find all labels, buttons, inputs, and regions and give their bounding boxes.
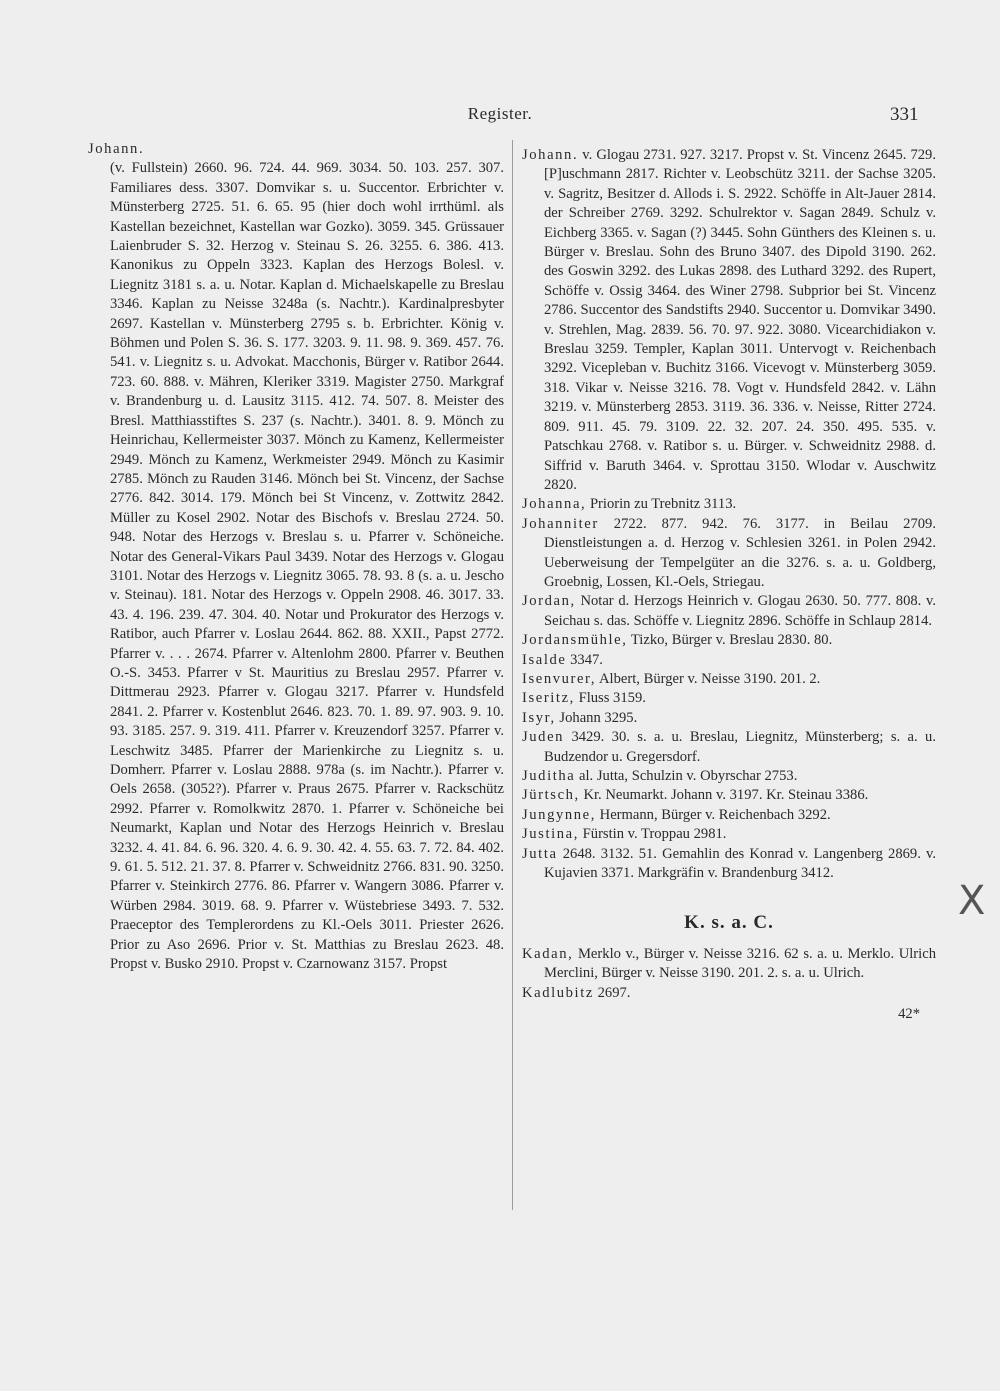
entry-head: Isalde xyxy=(522,651,567,668)
index-entry xyxy=(522,146,936,495)
entry-head: Kadlubitz xyxy=(522,984,594,1001)
entry-text: 2648. 3132. 51. Gemahlin des Konrad v. Langenberg 2869. v. Kujavien 3371. Markgräfin v. Brandenburg 3412. xyxy=(544,845,936,882)
index-entry xyxy=(522,767,936,786)
running-header: Register. xyxy=(467,104,533,123)
page-number: 331 xyxy=(890,104,919,125)
index-entry xyxy=(522,709,936,728)
entry-head: Isenvurer, xyxy=(522,670,597,687)
index-entry xyxy=(522,806,936,825)
entry-head: Jutta xyxy=(522,845,558,862)
entry-head: Juditha xyxy=(522,768,576,784)
entry-head: Kadan, xyxy=(522,945,574,962)
entry-head: Jungynne, xyxy=(522,806,596,823)
entry-text: al. Jutta, Schulzin v. Obyrschar 2753. xyxy=(579,768,798,784)
entry-text: Fluss 3159. xyxy=(578,690,646,707)
entry-head: Juden xyxy=(522,729,565,746)
left-column-heading: Johann. xyxy=(88,141,145,157)
entry-head: Johanniter xyxy=(522,515,599,532)
column-divider xyxy=(512,140,513,1210)
entry-head: Jürtsch, xyxy=(522,787,580,804)
entry-text: Notar d. Herzogs Heinrich v. Glogau 2630. 50. 777. 808. v. Seichau s. das. Schöffe v. Liegnitz 2896. Schöffe in Schlaup 2814. xyxy=(544,593,936,629)
left-column xyxy=(88,140,504,974)
entry-text: Albert, Bürger v. Neisse 3190. 201. 2. xyxy=(599,670,821,687)
entries-j-list xyxy=(522,146,936,883)
entry-text: 2697. xyxy=(597,984,631,1001)
entry-text: Hermann, Bürger v. Reichenbach 3292. xyxy=(599,806,831,823)
entry-text: Tizko, Bürger v. Breslau 2830. 80. xyxy=(630,632,833,649)
index-entry xyxy=(522,845,936,884)
entry-head: Iseritz, xyxy=(522,690,575,707)
signature-mark: 42* xyxy=(898,1006,920,1023)
entry-text: v. Glogau 2731. 927. 3217. Propst v. St. Vincenz 2645. 729. [P]uschmann 2817. Richter v. Leobschütz 3211. der Sachse 3205. v. Sagritz, Besitzer d. Allods i. S. 2922. Schöffe in Alt-Jauer 2814. der Schreiber 2769. 3292. Schulrektor v. Sagan 2849. Schulz v. Eichberg 3365. v. Sagan (?) 3445. Sohn Günthers des Kleinen s. u. Bürger v. Breslau. Sohn des Bruno 3407. des Dipold 3190. 262. des Goswin 3292. des Lukas 2898. des Luthard 3292. des Rupert, Schöffe v. Ossig 3464. des Winer 2798. Subprior bei St. Vincenz 2786. Succentor des Sandstifts 2940. Succentor u. Domvikar 3490. v. Strehlen, Mag. 2839. 56. 70. 97. 922. 3080. Vicearchidiakon v. Breslau 3259. Templer, Kaplan 3011. Untervogt v. Reichenbach 3292. Vicepleban v. Buchitz 3166. Vicevogt v. Münsterberg 3059. 318. Vikar v. Neisse 3216. 78. Vogt v. Hundsfeld 2842. v. Lähn 3219. v. Münsterberg 2853. 3119. 36. 336. v. Neisse, Ritter 2724. 809. 911. 45. 79. 3109. 22. 32. 207. 24. 350. 495. 535. v. Patschkau 2768. v. Ratibor s. u. Bürger. v. Schweidnitz 2988. d. Siffrid v. Baruth 3464. v. Sprottau 3150. Wlodar v. Auschwitz 2820. xyxy=(544,147,936,493)
index-entry xyxy=(522,631,936,650)
index-entry xyxy=(522,825,936,844)
left-column-body: (v. Fullstein) 2660. 96. 724. 44. 969. 3034. 50. 103. 257. 307. Familiares dess. 3307. Domvikar s. u. Succentor. Erbrichter v. Münsterberg 2725. 51. 6. 65. 95 (hier doch wohl irrthüml. als Kastellan bezeichnet, Kastellan war Gozko). 3059. 345. Grüssauer Laienbruder S. 32. Herzog v. Steinau S. 26. 3255. 6. 386. 413. Kanonikus zu Oppeln 3323. Kaplan des Herzogs Bolesl. v. Liegnitz 3181 s. a. u. Notar. Kaplan d. Michaelskapelle zu Breslau 3346. Kaplan zu Neisse 3248a (s. Nachtr.). Kardinalpresbyter 2697. Kastellan v. Münsterberg 2795 s. b. Erbrichter. König v. Böhmen und Polen S. 36. S. 177. 3203. 9. 11. 98. 9. 369. 457. 76. 541. v. Liegnitz s. u. Advokat. Macchonis, Bürger v. Ratibor 2644. 723. 60. 888. v. Mähren, Kleriker 3319. Magister 2750. Markgraf v. Brandenburg u. d. Lausitz 3115. 412. 74. 507. 8. Meister des Bresl. Matthiasstiftes S. 237 (s. Nachtr.). 3401. 8. 9. Mönch zu Heinrichau, Kellermeister 3037. Mönch zu Kamenz, Kellermeister 2949. Mönch zu Kamenz, Werkmeister 2949. Mönch zu Kasimir 2785. Mönch zu Rauden 3146. Mönch bei St. Vincenz, der Sachse 2776. 842. 3014. 179. Mönch bei St Vincenz, v. Zottwitz 2842. Müller zu Kosel 2902. Notar des Bischofs v. Breslau 2724. 50. 948. Notar des Herzogs v. Breslau s. u. Pfarrer v. Schöneiche. Notar des General-Vikars Paul 3439. Notar des Herzogs v. Glogau 3101. Notar des Herzogs v. Liegnitz 3065. 78. 93. 8 (s. a. u. Jescho v. Steinau). 181. Notar des Herzogs v. Oppeln 2908. 46. 3017. 33. 43. 4. 196. 239. 47. 304. 40. Notar und Prokurator des Herzogs v. Ratibor, auch Pfarrer v. Loslau 2644. 862. 88. XXII., Papst 2772. Pfarrer v. . . . 2674. Pfarrer v. Altenlohm 2800. Pfarrer v. Beuthen O.-S. 3453. Pfarrer v St. Mauritius zu Breslau 2957. Pfarrer v. Dittmerau 2923. Pfarrer v. Glogau 3217. Pfarrer v. Hundsfeld 2841. 2. Pfarrer v. Kostenblut 2646. 823. 70. 1. 89. 97. 903. 9. 10. 93. 3185. 257. 9. 319. 411. Pfarrer v. Kreuzendorf 3257. Pfarrer v. Leschwitz 3485. Pfarrer der Marienkirche zu Liegnitz s. u. Domherr. Pfarrer v. Loslau 2888. 978a (s. im Nachtr.). Pfarrer v. Oels 2658. (3052?). Pfarrer v. Praus 2675. Pfarrer v. Rackschütz 2992. Pfarrer v. Romolkwitz 2870. 1. Pfarrer v. Schöneiche bei Neumarkt, Kaplan und Notar des Herzogs Heinrich v. Breslau 3232. 4. 41. 84. 6. 96. 320. 4. 6. 9. 30. 42. 4. 55. 63. 7. 72. 84. 402. 9. 61. 5. 512. 21. 37. 8. Pfarrer v. Schweidnitz 2766. 831. 90. 3250. Pfarrer v. Steinkirch 2776. 86. Pfarrer v. Wangern 3086. Pfarrer v. Würben 2984. 3019. 68. 9. Pfarrer v. Wüstebriese 3493. 7. 532. Praeceptor des Templerordens zu Kl.-Oels 3011. Priester 2626. Prior zu Aso 2696. Prior v. St. Matthias zu Breslau 2623. 48. Propst v. Busko 2910. Propst v. Czarnowanz 3157. Propst xyxy=(110,160,504,973)
index-entry xyxy=(522,515,936,593)
index-entry xyxy=(522,689,936,708)
entry-text: Kr. Neumarkt. Johann v. 3197. Kr. Steinau 3386. xyxy=(583,787,869,804)
entry-head: Jordan, xyxy=(522,593,576,610)
right-column xyxy=(522,146,936,1024)
entry-text: 3429. 30. s. a. u. Breslau, Liegnitz, Münsterberg; s. a. u. Budzendor u. Gregersdorf. xyxy=(544,729,936,765)
left-column-entry-text xyxy=(88,159,504,974)
entry-text: 3347. xyxy=(570,651,603,668)
index-entry xyxy=(522,651,936,670)
section-heading-k: K. s. a. C. xyxy=(684,912,774,934)
index-entry xyxy=(522,984,936,1003)
index-entry xyxy=(522,945,936,984)
entries-k-list xyxy=(522,945,936,1003)
index-entry xyxy=(522,495,936,514)
entry-head: Johanna, xyxy=(522,496,587,513)
index-entry xyxy=(522,592,936,631)
index-entry xyxy=(522,670,936,689)
entry-head: Justina, xyxy=(522,826,579,843)
entry-text: Merklo v., Bürger v. Neisse 3216. 62 s. a. u. Merklo. Ulrich Merclini, Bürger v. Neisse 3190. 201. 2. s. a. u. Ulrich. xyxy=(544,945,936,982)
entry-head: Jordansmühle, xyxy=(522,632,628,649)
index-entry xyxy=(522,728,936,767)
entry-text: Johann 3295. xyxy=(559,709,638,726)
entry-head: Johann. xyxy=(522,147,579,163)
entry-head: Isyr, xyxy=(522,709,556,726)
entry-text: Priorin zu Trebnitz 3113. xyxy=(589,496,737,513)
index-entry xyxy=(522,786,936,805)
entry-text: 2722. 877. 942. 76. 3177. in Beilau 2709. Dienstleistungen a. d. Herzog v. Schlesien 3261. in Polen 2942. Ueberweisung der Tempelgüter an die 3276. s. a. u. Goldberg, Groebnig, Lossen, Kl.-Oels, Striegau. xyxy=(544,515,936,590)
margin-x-mark: X xyxy=(958,878,986,924)
entry-text: Fürstin v. Troppau 2981. xyxy=(582,826,727,843)
